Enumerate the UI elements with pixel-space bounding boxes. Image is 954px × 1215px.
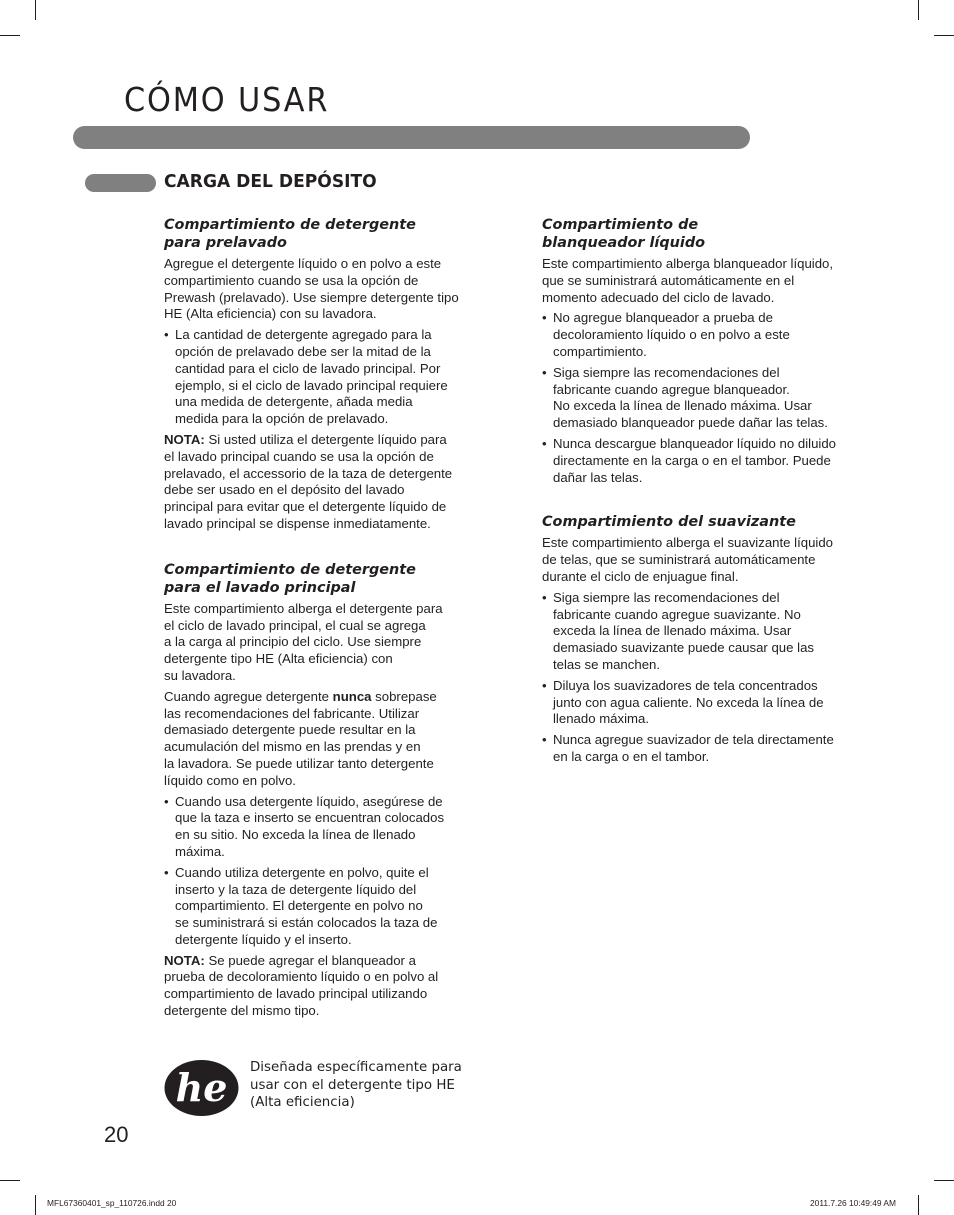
prewash-note xyxy=(164,432,494,533)
he-logo-text: he xyxy=(175,1065,228,1110)
crop-mark xyxy=(35,1195,36,1215)
main-wash-paragraph-1: Este compartimiento alberga el detergente para el ciclo de lavado principal, el cual se agrega a la carga al principio del ciclo. Use siempre detergente tipo HE (Alta eficiencia) con su lavadora. xyxy=(164,600,443,683)
text-run: sobrepase las recomendaciones del fabricante. Utilizar demasiado detergente puede resultar en la acumulación del mismo en las prendas y en la lavadora. Se puede utilizar tanto detergente líquido como en polvo. xyxy=(164,688,437,788)
note-label: NOTA: xyxy=(164,952,205,968)
page-title: CÓMO USAR xyxy=(124,80,330,119)
crop-mark xyxy=(35,0,36,20)
softener-paragraph: Este compartimiento alberga el suavizante líquido de telas, que se suministrará automáticamente durante el ciclo de enjuague final. xyxy=(542,535,834,584)
main-wash-bullets xyxy=(164,794,494,949)
title-bar xyxy=(73,126,750,149)
list-item: • Cuando utiliza detergente en polvo, quite el inserto y la taza de detergente líquido del compartimiento. El detergente en polvo no se suministrará si están colocados la taza de detergente líquido y el inserto. xyxy=(164,865,494,949)
crop-mark xyxy=(934,35,954,36)
note-text: Se puede agregar el blanqueador a prueba de decoloramiento líquido o en polvo al compartimiento de lavado principal utilizando detergente del mismo tipo. xyxy=(164,952,439,1019)
he-logo-icon xyxy=(163,1058,240,1118)
he-caption: Diseñada específicamente para usar con el detergente tipo HE (Alta eficiencia) xyxy=(250,1060,462,1110)
crop-mark xyxy=(934,1180,954,1181)
left-column xyxy=(164,216,494,1024)
note-text: Si usted utiliza el detergente líquido para el lavado principal cuando se usa la opción de prelavado, el accessorio de la taza de detergente debe ser usado en el depósito del lavado principal para evitar que el detergente líquido de lavado principal se dispense inmediatamente. xyxy=(164,431,453,531)
main-wash-heading: Compartimiento de detergente para el lavado principal xyxy=(164,561,416,596)
section-title: CARGA DEL DEPÓSITO xyxy=(164,171,377,192)
softener-heading: Compartimiento del suavizante xyxy=(542,514,796,531)
prewash-bullets xyxy=(164,327,494,428)
list-item: • Nunca descargue blanqueador líquido no diluido directamente en la carga o en el tambor. Puede dañar las telas. xyxy=(542,436,872,486)
emphasis-nunca: nunca xyxy=(332,688,372,704)
main-wash-note xyxy=(164,953,494,1020)
list-item: • Siga siempre las recomendaciones del fabricante cuando agregue blanqueador. No exceda la línea de llenado máxima. Usar demasiado blanqueador puede dañar las telas. xyxy=(542,365,872,432)
prewash-heading: Compartimiento de detergente para prelavado xyxy=(164,217,416,251)
note-label: NOTA: xyxy=(164,431,205,447)
list-item: • Cuando usa detergente líquido, asegúrese de que la taza e inserto se encuentran colocados en su sitio. No exceda la línea de llenado máxima. xyxy=(164,794,494,861)
crop-mark xyxy=(0,1180,20,1181)
crop-mark xyxy=(918,0,919,20)
footer-timestamp: 2011.7.26 10:49:49 AM xyxy=(810,1198,896,1208)
list-item: • Nunca agregue suavizador de tela directamente en la carga o en el tambor. xyxy=(542,732,872,766)
list-item: • La cantidad de detergente agregado para la opción de prelavado debe ser la mitad de la cantidad para el ciclo de lavado principal. Por ejemplo, si el ciclo de lavado principal requiere una medida de detergente, añada media medida para la opción de prelavado. xyxy=(164,327,494,428)
footer-file: MFL67360401_sp_110726.indd 20 xyxy=(47,1198,177,1208)
main-wash-paragraph-2 xyxy=(164,689,494,790)
list-item: • No agregue blanqueador a prueba de decoloramiento líquido o en polvo a este compartimiento. xyxy=(542,310,872,360)
softener-bullets xyxy=(542,590,872,766)
bleach-bullets xyxy=(542,310,872,486)
right-column xyxy=(542,216,872,770)
bleach-paragraph: Este compartimiento alberga blanqueador líquido, que se suministrará automáticamente en el momento adecuado del ciclo de lavado. xyxy=(542,256,834,305)
bleach-heading: Compartimiento de blanqueador líquido xyxy=(542,217,706,251)
prewash-paragraph: Agregue el detergente líquido o en polvo a este compartimiento cuando se usa la opción de Prewash (prelavado). Use siempre detergente tipo HE (Alta eficiencia) con su lavadora. xyxy=(164,256,459,322)
text-run: Cuando agregue detergente xyxy=(164,688,333,704)
crop-mark xyxy=(918,1195,919,1215)
page-number: 20 xyxy=(104,1122,129,1147)
crop-mark xyxy=(0,35,20,36)
section-pill xyxy=(85,174,156,192)
list-item: • Siga siempre las recomendaciones del fabricante cuando agregue suavizante. No exceda la línea de llenado máxima. Usar demasiado suavizante puede causar que las telas se manchen. xyxy=(542,590,872,674)
list-item: • Diluya los suavizadores de tela concentrados junto con agua caliente. No exceda la línea de llenado máxima. xyxy=(542,678,872,728)
